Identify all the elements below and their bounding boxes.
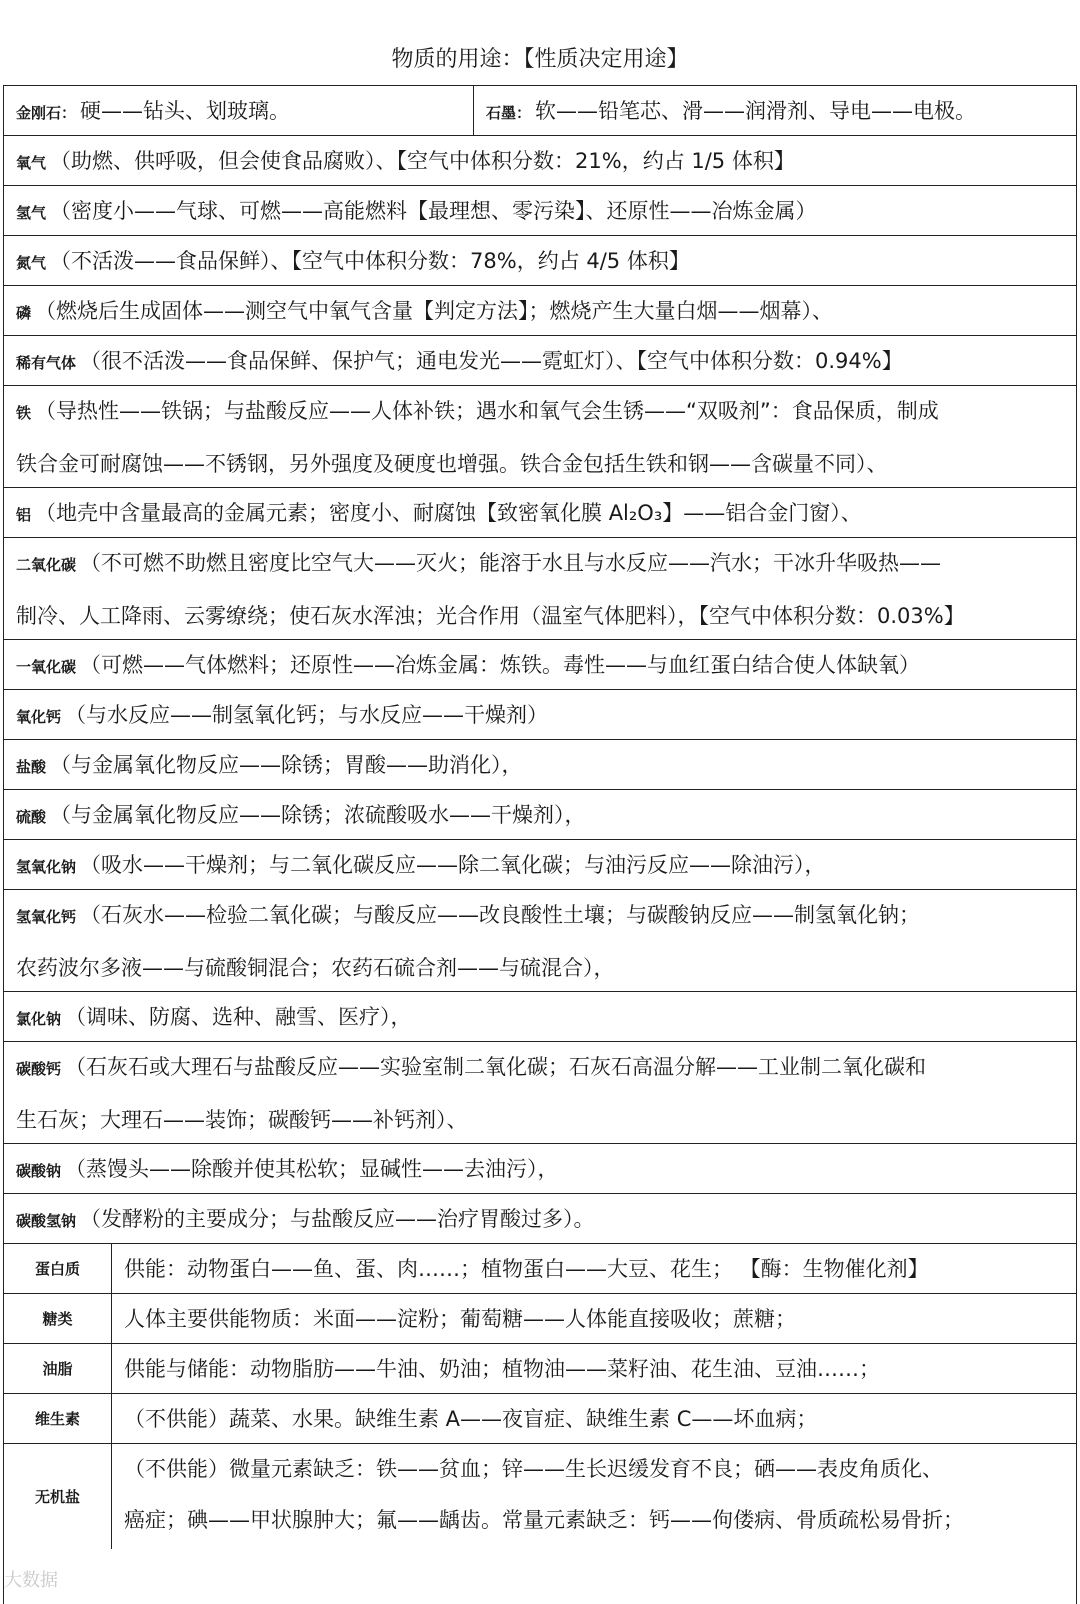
- nutrient-text: [112, 1444, 1076, 1549]
- row-hydrochloric-acid: [4, 740, 1076, 790]
- row-text: （吸水——干燥剂；与二氧化碳反应——除二氧化碳；与油污反应——除油污），: [80, 853, 826, 877]
- mineral-text-line: （不供能）微量元素缺乏：铁——贫血；锌——生长迟缓发育不良；硒——表皮角质化、: [124, 1457, 943, 1481]
- row-text: （发酵粉的主要成分；与盐酸反应——治疗胃酸过多）。: [80, 1207, 595, 1231]
- row-noble-gas: [4, 336, 1076, 386]
- row-text: （石灰水——检验二氧化碳；与酸反应——改良酸性土壤；与碳酸钠反应——制氢氧化钠；: [80, 903, 921, 927]
- row-sugar: [4, 1294, 1076, 1344]
- nutrient-text: 供能：动物蛋白——鱼、蛋、肉……；植物蛋白——大豆、花生； 【酶：生物催化剂】: [124, 1257, 929, 1281]
- row-sulfuric-acid: [4, 790, 1076, 840]
- row-protein: [4, 1244, 1076, 1294]
- uses-table: [3, 85, 1077, 1604]
- nutrient-text: （不供能）蔬菜、水果。缺维生素 A——夜盲症、缺维生素 C——坏血病；: [124, 1407, 818, 1431]
- row-text: （与水反应——制氢氧化钙；与水反应——干燥剂）: [65, 703, 549, 727]
- row-text: （不可燃不助燃且密度比空气大——灭火；能溶于水且与水反应——汽水；干冰升华吸热——: [80, 551, 942, 575]
- row-text: （与金属氧化物反应——除锈；胃酸——助消化），: [50, 753, 523, 777]
- row-carbon-forms: [4, 86, 1076, 136]
- row-label: 氯化钠: [16, 1010, 62, 1028]
- row-label: 氢氧化钙: [16, 908, 77, 926]
- row-label: 氢气: [16, 204, 47, 222]
- row-text: （不活泼——食品保鲜）、【空气中体积分数：78%，约占 4/5 体积】: [50, 249, 690, 273]
- row-sodium-carbonate: [4, 1144, 1076, 1194]
- row-fat: [4, 1344, 1076, 1394]
- nutrient-text: 人体主要供能物质：米面——淀粉；葡萄糖——人体能直接吸收；蔗糖；: [124, 1307, 796, 1331]
- row-label: 金刚石：: [16, 104, 77, 122]
- row-sodium-hydroxide: [4, 840, 1076, 890]
- row-text: 生石灰；大理石——装饰；碳酸钙——补钙剂）、: [16, 1108, 468, 1132]
- row-label: 硫酸: [16, 808, 47, 826]
- row-text: 软——铅笔芯、滑——润滑剂、导电——电极。: [535, 99, 977, 123]
- row-label: 氢氧化钠: [16, 858, 77, 876]
- row-text: （密度小——气球、可燃——高能燃料【最理想、零污染】、还原性——冶炼金属）: [50, 199, 817, 223]
- row-calcium-carbonate: [4, 1042, 1076, 1144]
- row-text: （地壳中含量最高的金属元素；密度小、耐腐蚀【致密氧化膜 Al₂O₃】——铝合金门窗）、: [35, 501, 862, 525]
- row-label: 二氧化碳: [16, 556, 77, 574]
- row-label: 氧气: [16, 154, 47, 172]
- row-text: 农药波尔多液——与硫酸铜混合；农药石硫合剂——与硫混合），: [16, 956, 615, 980]
- row-text: 制冷、人工降雨、云雾缭绕；使石灰水浑浊；光合作用（温室气体肥料），【空气中体积分数：0.03%】: [16, 604, 965, 628]
- row-label: 一氧化碳: [16, 658, 77, 676]
- row-text: 硬——钻头、划玻璃。: [80, 99, 291, 123]
- row-text: （燃烧后生成固体——测空气中氧气含量【判定方法】；燃烧产生大量白烟——烟幕）、: [35, 299, 834, 323]
- row-hydrogen: [4, 186, 1076, 236]
- row-text: （可燃——气体燃料；还原性——冶炼金属：炼铁。毒性——与血红蛋白结合使人体缺氧）: [80, 653, 921, 677]
- row-text: 铁合金可耐腐蚀——不锈钢，另外强度及硬度也增强。铁合金包括生铁和钢——含碳量不同）、: [16, 452, 888, 476]
- row-label: 氮气: [16, 254, 47, 272]
- row-label: 碳酸钠: [16, 1162, 62, 1180]
- page-title: 物质的用途：【性质决定用途】: [391, 47, 689, 72]
- nutrient-label: 蛋白质: [4, 1244, 112, 1293]
- row-iron: [4, 386, 1076, 488]
- nutrient-label: 糖类: [4, 1294, 112, 1343]
- row-text: （很不活泼——食品保鲜、保护气；通电发光——霓虹灯）、【空气中体积分数：0.94%】: [80, 349, 903, 373]
- row-label: 稀有气体: [16, 354, 77, 372]
- row-text: （与金属氧化物反应——除锈；浓硫酸吸水——干燥剂），: [50, 803, 586, 827]
- row-carbon-dioxide: [4, 538, 1076, 640]
- nutrient-text: 供能与储能：动物脂肪——牛油、奶油；植物油——菜籽油、花生油、豆油……；: [124, 1357, 880, 1381]
- row-carbon-monoxide: [4, 640, 1076, 690]
- row-label: 磷: [16, 304, 32, 322]
- row-sodium-chloride: [4, 992, 1076, 1042]
- row-nitrogen: [4, 236, 1076, 286]
- row-calcium-hydroxide: [4, 890, 1076, 992]
- row-text: （导热性——铁锅；与盐酸反应——人体补铁；遇水和氧气会生锈——“双吸剂”：食品保质，制成: [35, 399, 939, 423]
- row-label: 盐酸: [16, 758, 47, 776]
- row-text: （蒸馒头——除酸并使其松软；显碱性——去油污），: [65, 1157, 559, 1181]
- row-text: （助燃、供呼吸，但会使食品腐败）、【空气中体积分数：21%，约占 1/5 体积】: [50, 149, 795, 173]
- nutrient-label: 无机盐: [4, 1444, 112, 1549]
- row-calcium-oxide: [4, 690, 1076, 740]
- mineral-text-line: 癌症；碘——甲状腺肿大；氟——龋齿。常量元素缺乏：钙——佝偻病、骨质疏松易骨折；: [124, 1508, 964, 1532]
- row-aluminum: [4, 488, 1076, 538]
- row-sodium-bicarbonate: [4, 1194, 1076, 1244]
- row-label: 铁: [16, 404, 32, 422]
- row-label: 石墨：: [486, 104, 532, 122]
- row-vitamin: [4, 1394, 1076, 1444]
- row-label: 碳酸钙: [16, 1060, 62, 1078]
- row-label: 铝: [16, 506, 32, 524]
- row-oxygen: [4, 136, 1076, 186]
- watermark: 大数据: [4, 1570, 58, 1591]
- row-label: 碳酸氢钠: [16, 1212, 77, 1230]
- row-text: （调味、防腐、选种、融雪、医疗），: [65, 1005, 412, 1029]
- row-text: （石灰石或大理石与盐酸反应——实验室制二氧化碳；石灰石高温分解——工业制二氧化碳和: [65, 1055, 927, 1079]
- nutrient-label: 维生素: [4, 1394, 112, 1443]
- row-label: 氧化钙: [16, 708, 62, 726]
- nutrient-label: 油脂: [4, 1344, 112, 1393]
- row-phosphorus: [4, 286, 1076, 336]
- row-mineral: [4, 1444, 1076, 1549]
